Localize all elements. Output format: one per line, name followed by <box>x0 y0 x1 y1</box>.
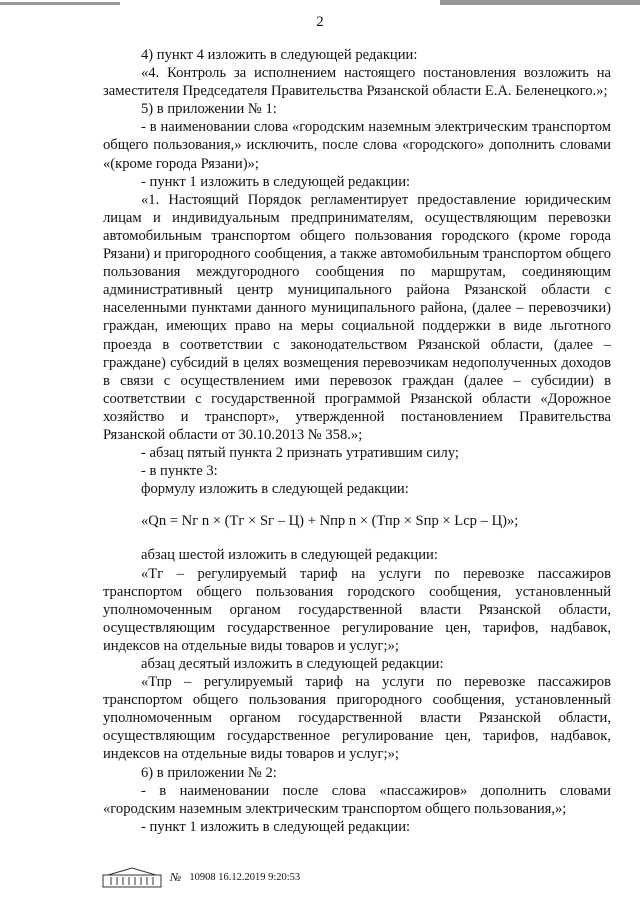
paragraph: «1. Настоящий Порядок регламентирует предоставление юридическим лицам и индивидуальным предпринимателям, осуществляющим перевозки автомобильным транспортом общего пользования городского (кроме города Рязани) и пригородного сообщения, а также автомобильным транспортом общего пользования междугородного сообщения по маршрутам, соединяющим административный центр муниципального района Рязанской области с населенными пунктами данного муниципального района, (далее – перевозчики) граждан, имеющих право на меры социальной поддержки в виде льготного проезда в соответствии с законодательством Рязанской области, (далее – граждане) субсидий в целях возмещения перевозчикам недополученных доходов в связи с осуществлением ими перевозок граждан (далее – субсидии) в соответствии с государственной программой Рязанской области «Дорожное хозяйство и транспорт», утвержденной постановлением Правительства Рязанской области от 30.10.2013 № 358.»; <box>103 191 612 443</box>
paragraph: 5) в приложении № 1: <box>141 101 277 118</box>
paragraph: - пункт 1 изложить в следующей редакции: <box>141 173 411 190</box>
registration-footer <box>102 866 300 888</box>
paragraph: 4) пункт 4 изложить в следующей редакции: <box>141 47 418 63</box>
paragraph: «4. Контроль за исполнением настоящего постановления возложить на заместителя Председателя Правительства Рязанской области Е.А. Беленецкого.»; <box>103 65 611 100</box>
paragraph: - в наименовании слова «городским наземным электрическим транспортом общего пользования,» исключить, после слова «городского» дополнить словами «(кроме города Рязани)»; <box>103 119 611 172</box>
paragraph: - в пункте 3: <box>141 463 218 480</box>
paragraph: формулу изложить в следующей редакции: <box>141 481 409 498</box>
paragraph: 6) в приложении № 2: <box>141 764 277 781</box>
number-sign-icon: № <box>170 869 182 884</box>
paragraph: - абзац пятый пункта 2 признать утратившим силу; <box>141 445 459 462</box>
paragraph: - в наименовании после слова «пассажиров» дополнить словами «городским наземным электрическим транспортом общего пользования,»; <box>103 782 611 817</box>
building-seal-icon <box>102 866 162 888</box>
document-body <box>103 46 611 836</box>
scan-artifact <box>0 2 120 5</box>
formula: «Qn = Nг n × (Тг × Sг – Ц) + Nпр n × (Тпр × Sпр × Lср – Ц)»; <box>141 513 519 530</box>
paragraph: абзац шестой изложить в следующей редакции: <box>141 547 438 564</box>
paragraph: «Тпр – регулируемый тариф на услуги по перевозке пассажиров транспортом общего пользования пригородного сообщения, установленный уполномоченным органом государственной власти Рязанской области, осуществляющим государственное регулирование цен, тарифов, надбавок, индексов на отдельные виды товаров и услуг;»; <box>103 674 611 763</box>
registration-stamp: 10908 16.12.2019 9:20:53 <box>189 871 301 883</box>
scan-artifact <box>440 0 640 5</box>
page-number: 2 <box>316 14 324 30</box>
paragraph: - пункт 1 изложить в следующей редакции: <box>141 818 411 835</box>
paragraph: «Тг – регулируемый тариф на услуги по перевозке пассажиров транспортом общего пользования городского сообщения, установленный уполномоченным органом государственной власти Рязанской области, осуществляющим государственное регулирование цен, тарифов, надбавок, индексов на отдельные виды товаров и услуг;»; <box>103 565 611 654</box>
paragraph: абзац десятый изложить в следующей редакции: <box>141 656 444 672</box>
